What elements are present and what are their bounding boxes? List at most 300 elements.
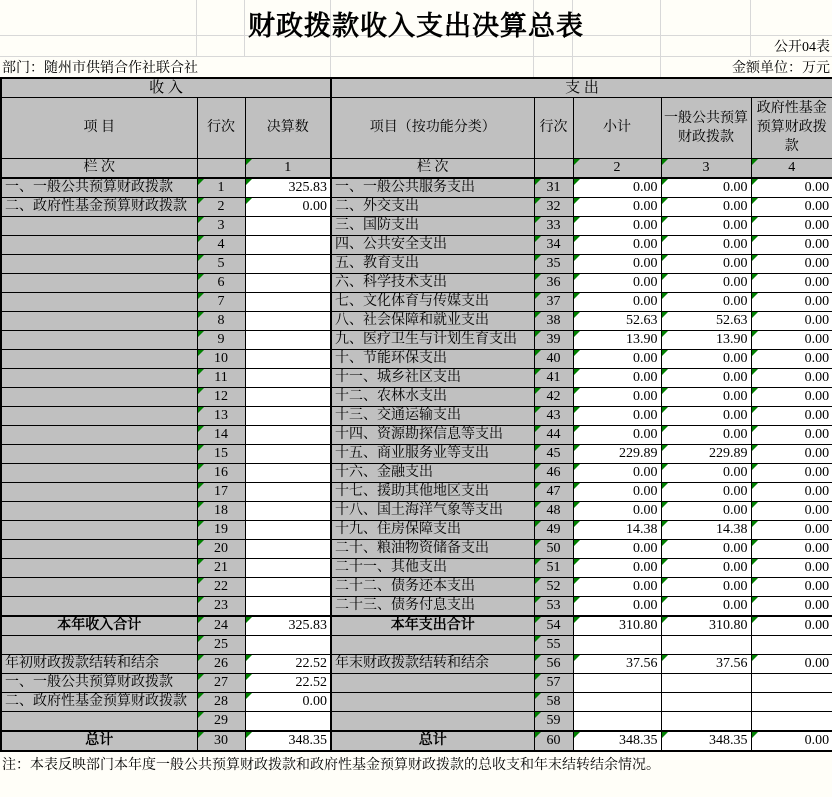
income-item-cell[interactable] [1, 273, 197, 292]
expense-rowno-cell[interactable] [534, 558, 573, 577]
expense-gov-fund-cell[interactable] [751, 178, 832, 198]
expense-gov-fund-cell[interactable] [751, 692, 832, 711]
expense-item-cell[interactable] [331, 577, 534, 596]
cell[interactable] [330, 56, 533, 77]
income-item-cell[interactable] [1, 711, 197, 731]
expense-gov-fund-cell[interactable] [751, 197, 832, 216]
expense-rowno-cell[interactable] [534, 711, 573, 731]
expense-gov-fund-cell[interactable] [751, 539, 832, 558]
expense-gov-fund-cell-text: 0.00 [804, 331, 830, 347]
income-rowno-cell[interactable] [197, 425, 245, 444]
expense-general-budget-cell[interactable] [661, 635, 751, 654]
expense-lanci-rowno-cell[interactable] [534, 158, 573, 178]
expense-general-budget-cell[interactable] [661, 178, 751, 198]
expense-item-cell[interactable] [331, 731, 534, 751]
expense-subtotal-cell[interactable] [573, 692, 661, 711]
expense-item-cell[interactable] [331, 197, 534, 216]
expense-item-cell[interactable] [331, 539, 534, 558]
expense-rowno-cell[interactable] [534, 692, 573, 711]
expense-gov-fund-cell[interactable] [751, 463, 832, 482]
expense-subtotal-cell[interactable] [573, 520, 661, 539]
expense-rowno-cell[interactable] [534, 482, 573, 501]
table-row [1, 406, 832, 425]
expense-rowno-cell[interactable] [534, 311, 573, 330]
expense-rowno-cell[interactable] [534, 463, 573, 482]
income-item-cell[interactable] [1, 406, 197, 425]
expense-gov-fund-cell[interactable] [751, 425, 832, 444]
expense-item-cell[interactable] [331, 254, 534, 273]
expense-item-cell[interactable] [331, 692, 534, 711]
expense-item-cell[interactable] [331, 444, 534, 463]
expense-subtotal-cell[interactable] [573, 654, 661, 673]
expense-general-budget-cell[interactable] [661, 482, 751, 501]
error-flag-triangle-icon [752, 179, 758, 185]
income-rowno-cell[interactable] [197, 539, 245, 558]
expense-subtotal-cell[interactable] [573, 501, 661, 520]
income-amount-cell[interactable] [245, 539, 331, 558]
expense-subtotal-cell[interactable] [573, 178, 661, 198]
expense-general-budget-cell[interactable] [661, 444, 751, 463]
expense-general-budget-cell-text: 0.00 [723, 350, 748, 366]
expense-general-budget-cell[interactable] [661, 273, 751, 292]
expense-general-budget-cell[interactable] [661, 216, 751, 235]
expense-subtotal-cell[interactable] [573, 711, 661, 731]
expense-subtotal-cell[interactable] [573, 273, 661, 292]
income-amount-cell[interactable] [245, 654, 331, 673]
expense-rowno-header[interactable]: 行次 [534, 97, 573, 158]
expense-general-budget-header[interactable]: 一般公共预算财政拨款 [661, 97, 751, 158]
income-item-header[interactable]: 项 目 [1, 97, 197, 158]
error-flag-triangle-icon [574, 179, 580, 185]
expense-gov-fund-header[interactable]: 政府性基金预算财政拨款 [751, 97, 832, 158]
expense-item-cell[interactable] [331, 330, 534, 349]
income-rowno-cell[interactable] [197, 178, 245, 198]
income-item-cell[interactable] [1, 501, 197, 520]
income-amount-cell[interactable] [245, 330, 331, 349]
income-rowno-cell-text: 27 [214, 674, 228, 690]
income-amount-cell[interactable] [245, 368, 331, 387]
income-amount-cell[interactable] [245, 558, 331, 577]
error-flag-triangle-icon [752, 655, 758, 661]
income-amount-cell[interactable] [245, 235, 331, 254]
income-rowno-cell-text: 22 [214, 578, 228, 594]
income-amount-cell[interactable] [245, 425, 331, 444]
income-rowno-cell[interactable] [197, 635, 245, 654]
income-item-cell[interactable] [1, 482, 197, 501]
expense-gov-fund-cell[interactable] [751, 311, 832, 330]
expense-subtotal-cell[interactable] [573, 330, 661, 349]
expense-gov-fund-cell[interactable] [751, 349, 832, 368]
income-amount-cell[interactable] [245, 501, 331, 520]
expense-subtotal-cell[interactable] [573, 577, 661, 596]
income-item-cell[interactable] [1, 558, 197, 577]
income-rowno-cell[interactable] [197, 596, 245, 616]
expense-subtotal-cell[interactable] [573, 406, 661, 425]
expense-rowno-cell[interactable] [534, 596, 573, 616]
income-amount-cell[interactable] [245, 216, 331, 235]
expense-general-budget-cell[interactable] [661, 577, 751, 596]
expense-general-budget-cell[interactable] [661, 558, 751, 577]
expense-general-budget-cell[interactable] [661, 596, 751, 616]
income-rowno-cell[interactable] [197, 349, 245, 368]
expense-subtotal-cell[interactable] [573, 292, 661, 311]
expense-rowno-cell[interactable] [534, 425, 573, 444]
expense-subtotal-cell[interactable] [573, 197, 661, 216]
expense-subtotal-cell[interactable] [573, 731, 661, 751]
income-rowno-cell[interactable] [197, 654, 245, 673]
income-item-cell[interactable] [1, 197, 197, 216]
income-rowno-cell[interactable] [197, 673, 245, 692]
expense-general-budget-cell[interactable] [661, 235, 751, 254]
expense-rowno-cell[interactable] [534, 349, 573, 368]
income-rowno-cell[interactable] [197, 292, 245, 311]
expense-item-cell[interactable] [331, 596, 534, 616]
cell[interactable] [572, 56, 660, 77]
expense-general-budget-cell[interactable] [661, 654, 751, 673]
expense-gov-fund-cell[interactable] [751, 406, 832, 425]
error-flag-triangle-icon [662, 255, 668, 261]
expense-section-header[interactable]: 支 出 [331, 78, 832, 98]
expense-rowno-cell[interactable] [534, 444, 573, 463]
income-item-cell[interactable] [1, 596, 197, 616]
expense-rowno-cell[interactable] [534, 616, 573, 636]
income-rowno-cell[interactable] [197, 235, 245, 254]
income-amount-cell[interactable] [245, 387, 331, 406]
expense-rowno-cell[interactable] [534, 178, 573, 198]
income-item-cell[interactable] [1, 731, 197, 751]
expense-item-cell[interactable] [331, 425, 534, 444]
expense-item-cell[interactable] [331, 273, 534, 292]
expense-general-budget-cell[interactable] [661, 368, 751, 387]
income-rowno-cell[interactable] [197, 368, 245, 387]
expense-gov-fund-cell[interactable] [751, 616, 832, 636]
income-amount-cell[interactable] [245, 311, 331, 330]
expense-rowno-cell[interactable] [534, 406, 573, 425]
error-flag-triangle-icon [574, 236, 580, 242]
income-rowno-cell-text: 30 [214, 732, 228, 748]
expense-gov-fund-cell[interactable] [751, 635, 832, 654]
expense-item-cell-text: 年末财政拨款结转和结余 [335, 655, 489, 671]
income-rowno-cell[interactable] [197, 387, 245, 406]
expense-general-budget-cell[interactable] [661, 463, 751, 482]
income-amount-header[interactable]: 决算数 [245, 97, 331, 158]
error-flag-triangle-icon [574, 578, 580, 584]
expense-gov-fund-cell[interactable] [751, 520, 832, 539]
income-rowno-cell[interactable] [197, 273, 245, 292]
expense-gov-fund-cell[interactable] [751, 444, 832, 463]
income-amount-cell[interactable] [245, 406, 331, 425]
expense-item-cell[interactable] [331, 387, 534, 406]
unit-cell[interactable]: 金额单位：万元 [660, 56, 832, 77]
expense-lanci-col4-cell[interactable] [751, 158, 832, 178]
expense-general-budget-cell[interactable] [661, 501, 751, 520]
expense-subtotal-cell[interactable] [573, 444, 661, 463]
income-lanci-rowno-cell[interactable] [197, 158, 245, 178]
income-item-cell[interactable] [1, 673, 197, 692]
expense-subtotal-cell[interactable] [573, 235, 661, 254]
expense-item-cell[interactable] [331, 216, 534, 235]
expense-gov-fund-cell[interactable] [751, 292, 832, 311]
expense-item-cell[interactable] [331, 463, 534, 482]
expense-general-budget-cell[interactable] [661, 254, 751, 273]
income-amount-cell[interactable] [245, 444, 331, 463]
income-amount-cell[interactable] [245, 673, 331, 692]
expense-rowno-cell[interactable] [534, 273, 573, 292]
income-amount-cell[interactable] [245, 731, 331, 751]
income-amount-cell[interactable] [245, 292, 331, 311]
expense-gov-fund-cell[interactable] [751, 254, 832, 273]
income-rowno-cell[interactable] [197, 406, 245, 425]
expense-subtotal-cell[interactable] [573, 558, 661, 577]
income-amount-cell[interactable] [245, 254, 331, 273]
expense-rowno-cell[interactable] [534, 235, 573, 254]
expense-rowno-cell[interactable] [534, 368, 573, 387]
expense-rowno-cell-text: 37 [546, 293, 561, 309]
income-rowno-cell[interactable] [197, 216, 245, 235]
expense-general-budget-cell[interactable] [661, 387, 751, 406]
income-rowno-cell[interactable] [197, 577, 245, 596]
income-lanci-col1-cell[interactable] [245, 158, 331, 178]
income-item-cell[interactable] [1, 254, 197, 273]
expense-subtotal-cell[interactable] [573, 349, 661, 368]
income-rowno-cell[interactable] [197, 197, 245, 216]
expense-subtotal-cell[interactable] [573, 387, 661, 406]
expense-item-cell[interactable] [331, 654, 534, 673]
expense-subtotal-cell[interactable] [573, 368, 661, 387]
error-flag-triangle-icon [535, 350, 541, 356]
expense-subtotal-cell[interactable] [573, 616, 661, 636]
expense-gov-fund-cell[interactable] [751, 330, 832, 349]
income-rowno-cell[interactable] [197, 463, 245, 482]
income-rowno-cell[interactable] [197, 616, 245, 636]
income-item-cell[interactable] [1, 178, 197, 198]
expense-general-budget-cell[interactable] [661, 197, 751, 216]
income-amount-cell[interactable] [245, 463, 331, 482]
income-rowno-cell[interactable] [197, 520, 245, 539]
expense-rowno-cell[interactable] [534, 673, 573, 692]
income-amount-cell[interactable] [245, 197, 331, 216]
error-flag-triangle-icon [662, 179, 668, 185]
income-item-cell[interactable] [1, 387, 197, 406]
expense-item-cell[interactable] [331, 178, 534, 198]
income-rowno-cell[interactable] [197, 731, 245, 751]
income-rowno-cell[interactable] [197, 482, 245, 501]
income-amount-cell[interactable] [245, 577, 331, 596]
expense-subtotal-cell[interactable] [573, 254, 661, 273]
expense-general-budget-cell[interactable] [661, 425, 751, 444]
expense-item-cell[interactable] [331, 558, 534, 577]
expense-general-budget-cell[interactable] [661, 349, 751, 368]
income-section-header[interactable]: 收 入 [1, 78, 331, 98]
expense-gov-fund-cell-text: 0.00 [804, 293, 830, 309]
expense-item-cell[interactable] [331, 292, 534, 311]
expense-subtotal-cell[interactable] [573, 539, 661, 558]
income-item-cell[interactable] [1, 444, 197, 463]
expense-item-header[interactable]: 项目（按功能分类） [331, 97, 534, 158]
expense-gov-fund-cell[interactable] [751, 558, 832, 577]
income-rowno-cell[interactable] [197, 558, 245, 577]
income-rowno-cell[interactable] [197, 444, 245, 463]
income-item-cell[interactable] [1, 292, 197, 311]
expense-item-cell[interactable] [331, 635, 534, 654]
expense-lanci-col3-cell[interactable] [661, 158, 751, 178]
expense-item-cell-text: 总计 [418, 732, 447, 748]
expense-rowno-cell[interactable] [534, 254, 573, 273]
expense-rowno-cell[interactable] [534, 635, 573, 654]
expense-item-cell[interactable] [331, 616, 534, 636]
income-item-cell[interactable] [1, 577, 197, 596]
department-cell[interactable]: 部门：随州市供销合作社联合社 [0, 56, 330, 77]
expense-gov-fund-cell[interactable] [751, 711, 832, 731]
expense-subtotal-header[interactable]: 小计 [573, 97, 661, 158]
expense-rowno-cell[interactable] [534, 197, 573, 216]
error-flag-triangle-icon [574, 521, 580, 527]
income-item-cell[interactable] [1, 425, 197, 444]
income-rowno-cell[interactable] [197, 692, 245, 711]
income-rowno-cell[interactable] [197, 711, 245, 731]
error-flag-triangle-icon [752, 464, 758, 470]
expense-rowno-cell[interactable] [534, 501, 573, 520]
expense-item-cell[interactable] [331, 520, 534, 539]
expense-rowno-cell[interactable] [534, 520, 573, 539]
income-item-cell[interactable] [1, 368, 197, 387]
expense-item-cell-text: 九、医疗卫生与计划生育支出 [335, 331, 517, 347]
income-item-cell[interactable] [1, 635, 197, 654]
income-item-cell[interactable] [1, 311, 197, 330]
expense-rowno-cell[interactable] [534, 731, 573, 751]
income-rowno-cell[interactable] [197, 311, 245, 330]
error-flag-triangle-icon [752, 521, 758, 527]
expense-general-budget-cell[interactable] [661, 673, 751, 692]
expense-general-budget-cell[interactable] [661, 311, 751, 330]
expense-gov-fund-cell[interactable] [751, 216, 832, 235]
expense-rowno-cell[interactable] [534, 654, 573, 673]
income-item-cell[interactable] [1, 235, 197, 254]
expense-item-cell[interactable] [331, 711, 534, 731]
expense-rowno-cell[interactable] [534, 292, 573, 311]
income-amount-cell[interactable] [245, 520, 331, 539]
expense-gov-fund-cell[interactable] [751, 654, 832, 673]
expense-gov-fund-cell-text: 0.00 [804, 617, 830, 633]
expense-gov-fund-cell[interactable] [751, 235, 832, 254]
expense-rowno-cell[interactable] [534, 539, 573, 558]
expense-subtotal-cell[interactable] [573, 216, 661, 235]
expense-item-cell[interactable] [331, 349, 534, 368]
expense-item-cell[interactable] [331, 235, 534, 254]
income-item-cell[interactable] [1, 216, 197, 235]
expense-item-cell[interactable] [331, 482, 534, 501]
expense-gov-fund-cell[interactable] [751, 387, 832, 406]
expense-subtotal-cell[interactable] [573, 673, 661, 692]
income-amount-cell[interactable] [245, 596, 331, 616]
table-row [1, 387, 832, 406]
expense-general-budget-cell[interactable] [661, 292, 751, 311]
expense-subtotal-cell[interactable] [573, 596, 661, 616]
expense-item-cell[interactable] [331, 501, 534, 520]
table-row [1, 692, 832, 711]
expense-rowno-cell[interactable] [534, 330, 573, 349]
expense-general-budget-cell[interactable] [661, 330, 751, 349]
error-flag-triangle-icon [198, 331, 204, 337]
income-amount-cell[interactable] [245, 482, 331, 501]
expense-gov-fund-cell[interactable] [751, 368, 832, 387]
expense-subtotal-cell-text: 0.00 [633, 540, 658, 556]
error-flag-triangle-icon [662, 445, 668, 451]
expense-subtotal-cell[interactable] [573, 635, 661, 654]
income-rowno-cell-text: 21 [214, 559, 228, 575]
income-amount-cell[interactable] [245, 616, 331, 636]
income-amount-cell[interactable] [245, 178, 331, 198]
income-rowno-header[interactable]: 行次 [197, 97, 245, 158]
error-flag-triangle-icon [574, 350, 580, 356]
expense-subtotal-cell[interactable] [573, 463, 661, 482]
income-item-cell[interactable] [1, 330, 197, 349]
income-rowno-cell[interactable] [197, 330, 245, 349]
expense-general-budget-cell[interactable] [661, 616, 751, 636]
expense-item-cell[interactable] [331, 311, 534, 330]
income-item-cell[interactable] [1, 654, 197, 673]
expense-lanci-col2-cell[interactable] [573, 158, 661, 178]
expense-general-budget-cell[interactable] [661, 406, 751, 425]
income-item-cell[interactable] [1, 616, 197, 636]
income-rowno-cell[interactable] [197, 254, 245, 273]
expense-general-budget-cell[interactable] [661, 539, 751, 558]
expense-general-budget-cell[interactable] [661, 520, 751, 539]
income-item-cell[interactable] [1, 349, 197, 368]
income-amount-cell[interactable] [245, 349, 331, 368]
expense-subtotal-cell[interactable] [573, 425, 661, 444]
expense-item-cell[interactable] [331, 673, 534, 692]
income-amount-cell[interactable] [245, 692, 331, 711]
expense-gov-fund-cell[interactable] [751, 673, 832, 692]
error-flag-triangle-icon [574, 255, 580, 261]
expense-lanci-label-cell[interactable]: 栏 次 [331, 158, 534, 178]
expense-item-cell[interactable] [331, 406, 534, 425]
error-flag-triangle-icon [535, 236, 541, 242]
expense-gov-fund-cell[interactable] [751, 273, 832, 292]
doc-number-cell[interactable]: 公开04表 [750, 35, 832, 56]
expense-gov-fund-cell[interactable] [751, 501, 832, 520]
expense-gov-fund-cell[interactable] [751, 731, 832, 751]
income-item-cell[interactable] [1, 692, 197, 711]
error-flag-triangle-icon [535, 255, 541, 261]
expense-item-cell-text: 二十二、债务还本支出 [335, 578, 475, 594]
expense-subtotal-cell[interactable] [573, 482, 661, 501]
income-item-cell[interactable] [1, 520, 197, 539]
expense-subtotal-cell[interactable] [573, 311, 661, 330]
expense-item-cell[interactable] [331, 368, 534, 387]
income-rowno-cell[interactable] [197, 501, 245, 520]
expense-gov-fund-cell[interactable] [751, 596, 832, 616]
income-amount-cell[interactable] [245, 635, 331, 654]
income-amount-cell[interactable] [245, 711, 331, 731]
income-lanci-label-cell[interactable]: 栏 次 [1, 158, 197, 178]
expense-gov-fund-cell[interactable] [751, 482, 832, 501]
expense-gov-fund-cell[interactable] [751, 577, 832, 596]
expense-rowno-cell[interactable] [534, 577, 573, 596]
income-item-cell[interactable] [1, 463, 197, 482]
cell[interactable] [533, 56, 572, 77]
expense-general-budget-cell[interactable] [661, 711, 751, 731]
income-item-cell[interactable] [1, 539, 197, 558]
expense-general-budget-cell[interactable] [661, 692, 751, 711]
expense-rowno-cell[interactable] [534, 387, 573, 406]
income-item-cell-text: 年初财政拨款结转和结余 [5, 655, 159, 671]
expense-general-budget-cell[interactable] [661, 731, 751, 751]
income-amount-cell[interactable] [245, 273, 331, 292]
expense-item-cell-text: 十九、住房保障支出 [335, 521, 461, 537]
expense-rowno-cell[interactable] [534, 216, 573, 235]
